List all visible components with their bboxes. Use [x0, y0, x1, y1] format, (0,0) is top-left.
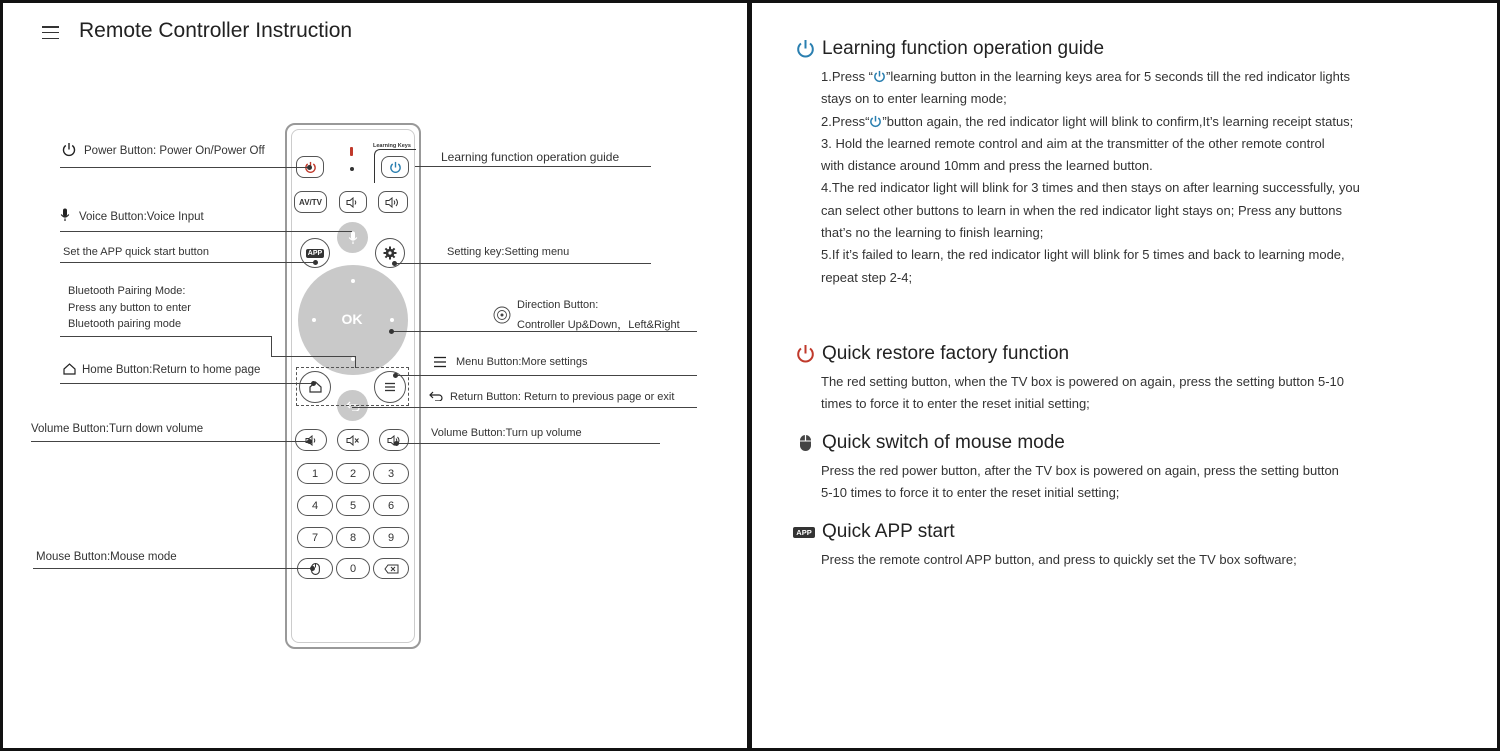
- direction-label-line1: Direction Button:: [517, 299, 599, 311]
- learning-leader-line: [415, 166, 651, 167]
- learning-step3-text: 3. Hold the learned remote control and aim at the transmitter of the other remote control: [821, 135, 1325, 151]
- restore-text-line1: The red setting button, when the TV box is powered on again, press the setting button 5-10: [821, 374, 1344, 389]
- volume-up-leader-line: [397, 443, 660, 444]
- remote-app-button: APP: [300, 238, 330, 268]
- page-title: Remote Controller Instruction: [79, 19, 353, 42]
- app-leader-line: [60, 262, 316, 263]
- return-leader-line: [352, 407, 697, 408]
- learning-section: [796, 38, 1421, 289]
- remote-key-9: 9: [373, 527, 409, 548]
- volume-up-leader-dot: [394, 441, 399, 446]
- page-divider: [747, 0, 752, 751]
- volume-down-leader-dot: [307, 439, 312, 444]
- hamburger-menu-icon[interactable]: [42, 26, 59, 40]
- mouse-leader-dot: [310, 566, 315, 571]
- learning-step1-cont: stays on to enter learning mode;: [821, 91, 1007, 107]
- power-leader-line: [60, 167, 310, 168]
- indicator-dot: [350, 167, 354, 171]
- remote-vol-big-button: [378, 191, 408, 213]
- direction-leader-line: [391, 331, 697, 332]
- power-button-label: Power Button: Power On/Power Off: [84, 145, 265, 157]
- learning-keys-label: Learning Keys: [373, 143, 411, 149]
- menu-button-label: Menu Button:More settings: [456, 356, 588, 368]
- remote-key-4: 4: [297, 495, 333, 516]
- return-button-label: Return Button: Return to previous page or exit: [450, 391, 675, 403]
- power-callout-icon: [62, 142, 76, 157]
- learning-step1-text: ”learning button in the learning keys area for 5 seconds till the red indicator lights: [886, 69, 1350, 84]
- mouse-button-label: Mouse Button:Mouse mode: [36, 551, 177, 563]
- mouse-section-icon: [796, 433, 815, 453]
- learning-step5-cont: repeat step 2-4;: [821, 269, 913, 285]
- learning-section-title: Learning function operation guide: [822, 38, 1105, 59]
- mouse-section-title: Quick switch of mouse mode: [822, 432, 1065, 453]
- app-section: [793, 521, 1421, 571]
- bluetooth-label-line3: Bluetooth pairing mode: [68, 318, 182, 330]
- mouse-text-line1: Press the red power button, after the TV box is powered on again, press the setting button: [821, 463, 1339, 478]
- learning-inline-power-icon-2: [869, 115, 882, 128]
- home-button-label: Home Button:Return to home page: [82, 364, 261, 376]
- volume-down-leader-line: [31, 441, 310, 442]
- remote-key-2: 2: [336, 463, 370, 484]
- app-leader-dot: [313, 260, 318, 265]
- mouse-section: [796, 432, 1421, 505]
- menu-leader-line: [395, 375, 697, 376]
- learning-power-icon-blue: [796, 39, 815, 59]
- menu-callout-icon: [433, 356, 447, 368]
- remote-avtv-button: AV/TV: [294, 191, 327, 213]
- microphone-icon: [348, 231, 358, 245]
- bluetooth-label-line2: Press any button to enter: [68, 302, 191, 314]
- learning-section-body: [821, 66, 1421, 289]
- remote-ok-button: OK: [341, 311, 363, 327]
- return-callout-icon: [429, 391, 443, 401]
- mouse-section-body: [821, 460, 1421, 505]
- remote-key-3: 3: [373, 463, 409, 484]
- direction-callout-icon: [493, 306, 511, 324]
- volume-down-label: Volume Button:Turn down volume: [31, 423, 204, 435]
- setting-key-label: Setting key:Setting menu: [447, 246, 570, 258]
- backspace-icon: [384, 564, 399, 574]
- bluetooth-leader-line-v: [271, 336, 272, 356]
- learning-step4-cont2: that’s no the learning to finish learning;: [821, 225, 1044, 241]
- direction-leader-dot: [389, 329, 394, 334]
- home-callout-icon: [63, 363, 76, 375]
- restore-power-icon-red: [796, 344, 815, 364]
- menu-leader-dot: [393, 373, 398, 378]
- remote-key-8: 8: [336, 527, 370, 548]
- remote-learning-button: [381, 156, 409, 178]
- learning-step2-text: ”button again, the red indicator light will blink to confirm,It’s learning receipt status;: [882, 113, 1354, 129]
- remote-volume-up-button: [379, 429, 409, 451]
- learning-power-icon: [389, 161, 402, 174]
- mouse-text-line2: 5-10 times to force it to enter the reset initial setting;: [821, 485, 1120, 501]
- remote-voice-button: [337, 222, 368, 253]
- remote-backspace-button: [373, 558, 409, 579]
- remote-key-6: 6: [373, 495, 409, 516]
- app-section-body: [821, 549, 1421, 571]
- restore-section: [796, 343, 1421, 416]
- bluetooth-pairing-area: [296, 367, 409, 406]
- restore-section-title: Quick restore factory function: [822, 343, 1070, 364]
- restore-section-body: [821, 371, 1421, 416]
- speaker-loud-icon: [385, 197, 401, 208]
- learning-step3-cont: with distance around 10mm and press the learned button.: [821, 158, 1153, 174]
- bluetooth-leader-line-h2: [271, 356, 356, 357]
- app-section-title: Quick APP start: [822, 521, 955, 542]
- mouse-leader-line: [33, 568, 313, 569]
- remote-key-0: 0: [336, 558, 370, 579]
- app-text-line1: Press the remote control APP button, and press to quickly set the TV box software;: [821, 552, 1297, 567]
- microphone-callout-icon: [60, 208, 70, 222]
- direction-label-line2: Controller Up&Down，Left&Right: [517, 319, 680, 331]
- learning-step5-text: 5.If it’s failed to learn, the red indicator light will blink for 5 times and back to learning mode,: [821, 247, 1345, 263]
- learning-guide-label: Learning function operation guide: [441, 150, 620, 164]
- speaker-icon: [346, 197, 360, 208]
- app-badge-icon: APP: [793, 527, 815, 538]
- remote-key-1: 1: [297, 463, 333, 484]
- learning-step4-text: 4.The red indicator light will blink for 3 times and then stays on after learning successfully, you: [821, 180, 1360, 196]
- remote-key-7: 7: [297, 527, 333, 548]
- red-indicator-light: [350, 147, 353, 156]
- restore-text-line2: times to force it to enter the reset initial setting;: [821, 396, 1090, 412]
- app-button-label: Set the APP quick start button: [63, 246, 209, 258]
- mute-icon: [346, 435, 360, 446]
- learning-step4-cont: can select other buttons to learn in when the red indicator light stays on; Press any buttons: [821, 202, 1343, 218]
- bluetooth-label-line1: Bluetooth Pairing Mode:: [68, 285, 186, 297]
- remote-direction-pad: [298, 265, 408, 375]
- home-leader-line: [60, 383, 313, 384]
- setting-leader-dot: [392, 261, 397, 266]
- home-leader-dot: [311, 381, 316, 386]
- bluetooth-leader-line-v2: [355, 356, 356, 368]
- gear-icon: [383, 246, 397, 260]
- power-leader-dot: [307, 165, 312, 170]
- remote-vol-small-button: [339, 191, 367, 213]
- bluetooth-leader-line-h1: [60, 336, 272, 337]
- remote-key-5: 5: [336, 495, 370, 516]
- setting-leader-line: [395, 263, 651, 264]
- learning-step2-prefix: 2.Press“: [821, 113, 870, 129]
- learning-step1-prefix: 1.Press “: [821, 69, 874, 84]
- learning-inline-power-icon: [873, 70, 886, 83]
- voice-leader-line: [60, 231, 352, 232]
- remote-mute-button: [337, 429, 369, 451]
- volume-up-label: Volume Button:Turn up volume: [431, 427, 582, 439]
- voice-button-label: Voice Button:Voice Input: [79, 211, 204, 223]
